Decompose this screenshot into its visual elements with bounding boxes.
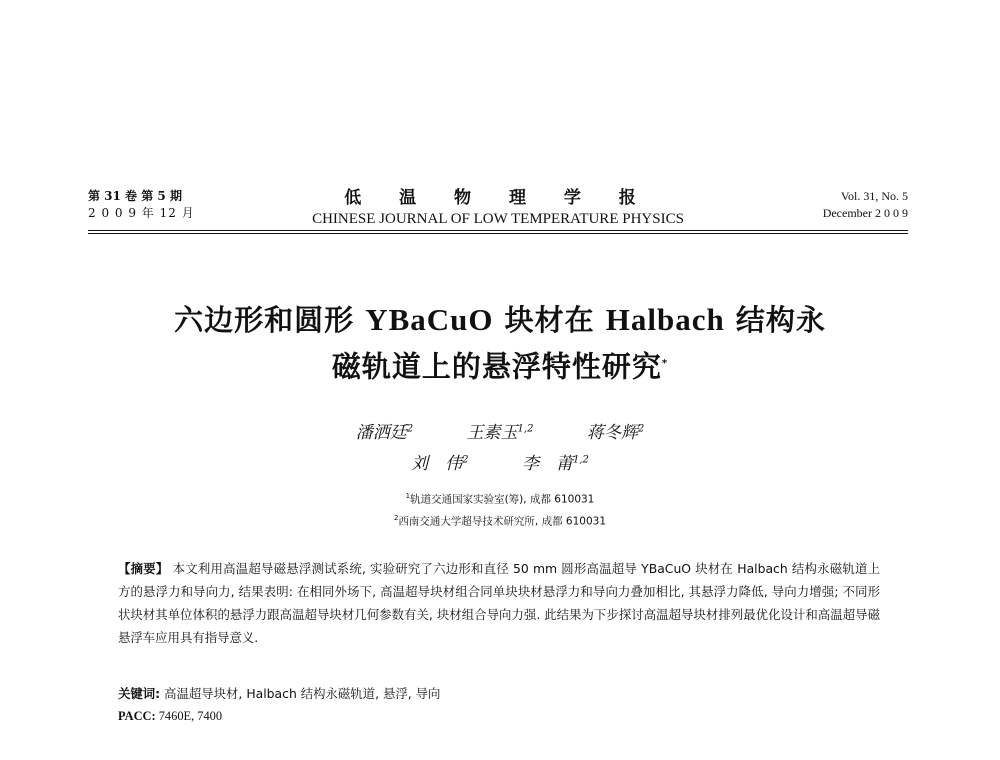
author: 蒋冬辉$^2$ xyxy=(586,422,645,443)
abstract-label: 【摘要】 xyxy=(118,561,169,576)
pacc-text: 7460E, 7400 xyxy=(158,709,223,723)
issue-cn: 第 31 卷 第 5 期 xyxy=(88,189,182,203)
journal-header xyxy=(88,188,908,234)
issue-en: Vol. 31, No. 5 xyxy=(840,189,908,203)
pacc xyxy=(118,705,222,728)
author: 李 莆$^{1,2}$ xyxy=(521,454,589,475)
authors-row-2 xyxy=(0,447,1000,479)
keywords-label: 关键词: xyxy=(118,686,161,701)
author: 刘 伟$^2$ xyxy=(411,454,469,475)
title-part-3: 块材在 xyxy=(504,303,595,337)
title-part-2: YBaCuO xyxy=(365,302,494,337)
affiliations xyxy=(0,487,1000,530)
author: 王素玉$^{1,2}$ xyxy=(466,422,534,443)
title-part-5: 结构永 xyxy=(735,303,826,337)
affiliation: $^2$西南交通大学超导技术研究所, 成都 610031 xyxy=(393,513,607,527)
title-line-2-text: 磁轨道上的悬浮特性研究 xyxy=(331,349,662,384)
pacc-label: PACC: xyxy=(118,709,156,723)
header-rule-thick xyxy=(88,230,908,231)
title-line-2 xyxy=(0,342,1000,389)
journal-title-en: CHINESE JOURNAL OF LOW TEMPERATURE PHYSICS xyxy=(312,211,684,227)
title-line-1 xyxy=(0,298,1000,342)
date-cn: 2 0 0 9 年 12 月 xyxy=(88,206,195,220)
authors-row-1 xyxy=(0,415,1000,447)
header-right xyxy=(823,188,908,222)
date-en: December 2 0 0 9 xyxy=(822,206,908,220)
paper-title xyxy=(0,298,1000,389)
author: 潘洒廷$^2$ xyxy=(355,422,414,443)
keywords-text: 高温超导块材, Halbach 结构永磁轨道, 悬浮, 导向 xyxy=(164,686,441,701)
title-part-4: Halbach xyxy=(605,302,725,337)
title-footnote-mark: * xyxy=(661,358,669,369)
abstract-text: 本文利用高温超导磁悬浮测试系统, 实验研究了六边形和直径 50 mm 圆形高温超导 YBaCuO 块材在 Halbach 结构永磁轨道上方的悬浮力和导向力, 结果表明: 在相同外场下, 高温超导块材组合同单块块材悬浮力和导向力叠加相比, 其悬浮力降低, 导向力增强; 不同形状块材其单位体积的悬浮力跟高温超导块材几何参数有关, 块材组合导向力强. 此结果为下步探讨高温超导块材排列最优化设计和高温超导磁悬浮车应用具有指导意义. xyxy=(118,561,880,645)
header-left xyxy=(88,188,195,222)
journal-title-cn: 低 温 物 理 学 报 xyxy=(344,188,652,208)
abstract xyxy=(118,557,880,649)
keywords xyxy=(118,682,440,705)
header-rule-thin xyxy=(88,233,908,234)
title-part-1: 六边形和圆形 xyxy=(174,303,355,337)
authors xyxy=(0,415,1000,478)
header-center xyxy=(238,188,758,229)
affiliation: $^1$轨道交通国家实验室(筹), 成都 610031 xyxy=(405,492,595,506)
